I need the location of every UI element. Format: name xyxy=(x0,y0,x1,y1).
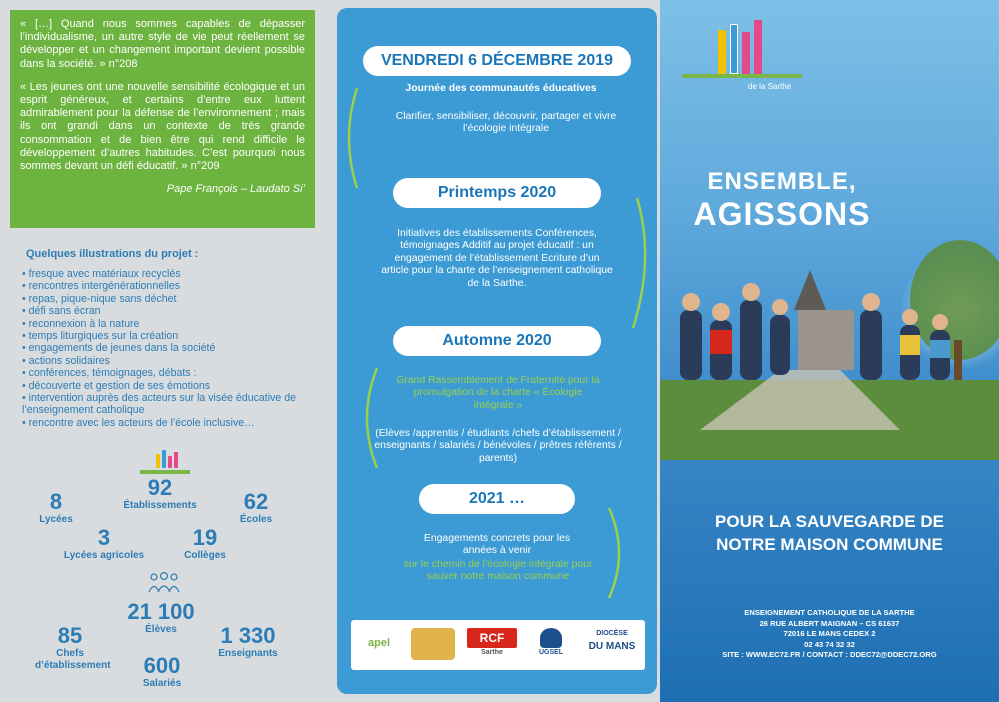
stat-chefs xyxy=(20,624,120,672)
stat-salaries xyxy=(112,654,212,690)
address-line-2: 26 RUE ALBERT MAIGNAN – CS 61637 xyxy=(759,618,900,628)
stat-number: 92 xyxy=(147,475,173,500)
partner-logos xyxy=(351,620,645,670)
ugsel-emblem-icon xyxy=(540,628,562,648)
diocese-logo-main: DU MANS xyxy=(588,641,636,652)
date4-green-text: sur le chemin de l’écologie intégrale pour sauver notre maison commune xyxy=(403,559,593,583)
rcf-logo xyxy=(467,628,517,660)
apel-logo: apel xyxy=(367,637,390,649)
list-item: • défi sans écran xyxy=(22,305,322,317)
logo-bar xyxy=(730,24,738,74)
cover-title-line1: ENSEMBLE, xyxy=(707,168,857,195)
stat-number: 85 xyxy=(57,623,83,648)
list-item: • temps liturgiques sur la création xyxy=(22,330,322,342)
date-pill-2: Printemps 2020 xyxy=(393,178,601,208)
ugsel-logo-text: UGSEL xyxy=(538,649,564,656)
logo-bar xyxy=(754,20,762,74)
timeline-card xyxy=(337,8,657,694)
cover-subtitle-line2: NOTRE MAISON COMMUNE xyxy=(716,535,943,554)
list-item: • découverte et gestion de ses émotions xyxy=(22,380,322,392)
stat-lycees xyxy=(26,490,86,526)
stat-label: Salariés xyxy=(142,678,182,689)
date-pill-1: VENDREDI 6 DÉCEMBRE 2019 xyxy=(363,46,631,76)
date-pill-3: Automne 2020 xyxy=(393,326,601,356)
stat-enseignants xyxy=(198,624,298,660)
stat-label: Enseignants xyxy=(218,648,278,659)
cover-title-line2: AGISSONS xyxy=(693,196,871,232)
walking-people-illustration xyxy=(660,230,999,460)
rcf-logo-text: RCF xyxy=(467,628,517,648)
stat-etablissements xyxy=(110,476,210,512)
list-item: • fresque avec matériaux recyclés xyxy=(22,268,322,280)
date2-text: Initiatives des établissements Conférences, témoignages Additif au projet éducatif : un engagement de l’établissement Ecriture d’un article pour la charte de l’enseignement catholique de la Sarthe. xyxy=(381,228,613,289)
cover-subtitle xyxy=(660,510,999,556)
quote-signature: Pape François – Laudato Si’ xyxy=(166,183,305,196)
ugsel-logo xyxy=(529,628,573,660)
quote-paragraph-2: « Les jeunes ont une nouvelle sensibilité écologique et un esprit généreux, et certains d’entre eux luttent admirablement pour la défense de l’environnement ; mais ils ont grandi dans un contexte de très grande consommation et de bien être qui rend difficile le développement d’autres habitudes. C’est pourquoi nous sommes devant un défi éducatif. » n°209 xyxy=(20,80,305,173)
address-phone: 02 43 74 32 32 xyxy=(804,639,855,649)
stat-label: Chefs d’établissement xyxy=(35,648,111,671)
rcf-logo-sub: Sarthe xyxy=(481,649,503,656)
stat-number: 62 xyxy=(243,489,269,514)
date4-text: Engagements concrets pour les années à venir xyxy=(423,533,571,557)
date1-subtitle: Journée des communautés éducatives xyxy=(405,83,597,94)
illustrations-list xyxy=(22,268,322,429)
mini-logo-icon xyxy=(140,450,190,474)
illustrations-title: Quelques illustrations du projet : xyxy=(26,248,199,260)
stat-label: Élèves xyxy=(145,624,177,635)
stat-number: 600 xyxy=(143,653,181,678)
date3-text: (Elèves /apprentis / étudiants /chefs d’établissement / enseignants / salariés / bénévoles / prêtres référents / parents) xyxy=(374,428,622,464)
date1-text: Clarifier, sensibiliser, découvrir, partager et vivre l’écologie intégrale xyxy=(395,111,617,135)
address-line-1: ENSEIGNEMENT CATHOLIQUE DE LA SARTHE xyxy=(744,608,915,617)
stat-number: 19 xyxy=(192,525,218,550)
list-item: • engagements de jeunes dans la société xyxy=(22,342,322,354)
stat-label: Lycées xyxy=(39,514,73,525)
stat-label: Établissements xyxy=(123,500,197,511)
stat-number: 21 100 xyxy=(127,599,195,624)
logo-bar xyxy=(742,32,750,74)
list-item: • actions solidaires xyxy=(22,355,322,367)
date3-green-text: Grand Rassemblement de Fraternité pour la promulgation de la charte « Écologie intégrale » xyxy=(396,375,600,411)
emblem-logo xyxy=(411,628,455,660)
list-item: • rencontres intergénérationnelles xyxy=(22,280,322,292)
cover-panel xyxy=(660,0,999,702)
list-item: • repas, pique-nique sans déchet xyxy=(22,293,322,305)
stat-number: 3 xyxy=(97,525,111,550)
stat-number: 8 xyxy=(49,489,63,514)
stat-lycees-agricoles xyxy=(54,526,154,562)
stat-label: Écoles xyxy=(239,514,273,525)
logo-caption: de la Sarthe xyxy=(748,82,792,91)
list-item: • intervention auprès des acteurs sur la visée éducative de l’enseignement catholique xyxy=(22,392,322,417)
diocese-logo-top: DIOCÈSE xyxy=(596,630,628,637)
address-line-3: 72016 LE MANS CEDEX 2 xyxy=(783,629,876,639)
enseignement-catholique-logo xyxy=(674,20,814,100)
logo-bar xyxy=(718,30,726,74)
list-item: • reconnexion à la nature xyxy=(22,318,322,330)
logo-base xyxy=(682,74,802,78)
list-item: • conférences, témoignages, débats : xyxy=(22,367,322,379)
people-icon xyxy=(144,572,184,594)
quote-box xyxy=(10,10,315,228)
cover-subtitle-line1: POUR LA SAUVEGARDE DE xyxy=(715,512,944,531)
stat-label: Lycées agricoles xyxy=(63,550,145,561)
left-panel xyxy=(0,0,333,702)
diocese-logo xyxy=(585,628,639,660)
list-item: • rencontre avec les acteurs de l’école inclusive… xyxy=(22,417,322,429)
address-site-contact[interactable]: SITE : WWW.EC72.FR / CONTACT : DDEC72@DDEC72.ORG xyxy=(722,650,937,660)
contact-address xyxy=(660,608,999,661)
date-pill-4: 2021 … xyxy=(419,484,575,514)
stat-number: 1 330 xyxy=(220,623,276,648)
stat-colleges xyxy=(170,526,240,562)
stat-label: Collèges xyxy=(184,550,226,561)
quote-paragraph-1: « […] Quand nous sommes capables de dépasser l’individualisme, un autre style de vie peut réellement se développer et un changement important devient possible dans la société. » n°208 xyxy=(20,18,305,70)
stat-ecoles xyxy=(226,490,286,526)
middle-panel xyxy=(333,0,666,702)
